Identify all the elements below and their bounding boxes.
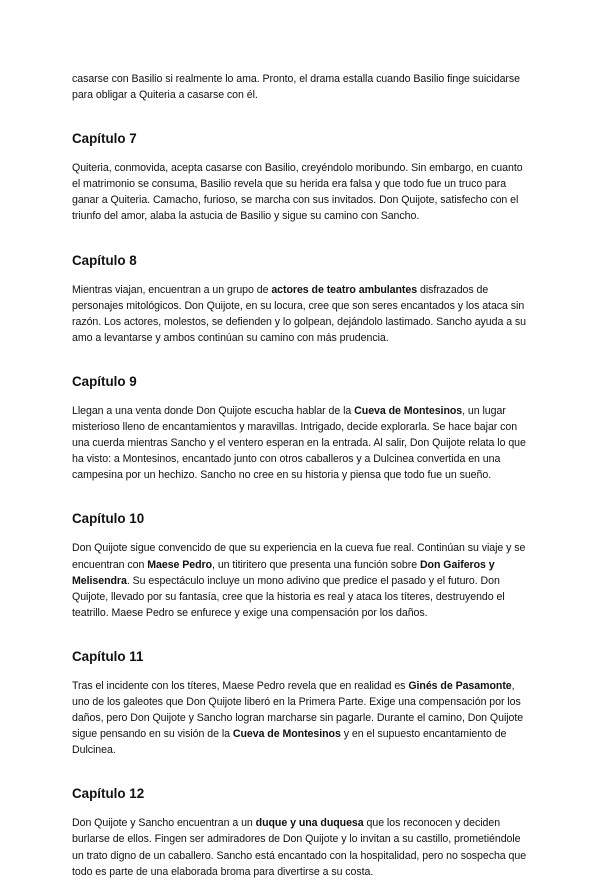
chapter-8-paragraph bbox=[72, 282, 528, 346]
text-segment: Mientras viajan, encuentran a un grupo de bbox=[72, 283, 272, 296]
text-segment: Don Quijote y Sancho encuentran a un bbox=[72, 817, 256, 830]
bold-term: duque y una duquesa bbox=[255, 817, 364, 830]
bold-term: Cueva de Montesinos bbox=[354, 404, 463, 417]
chapter-11-heading: Capítulo 11 bbox=[72, 648, 144, 664]
chapter-8-heading: Capítulo 8 bbox=[72, 252, 137, 268]
text-segment: , un lugar misterioso lleno de encantamientos y maravillas. Intrigado, decide explorarla. Se hace bajar con una cuerda mientras Sancho y el ventero esperan en la entrada. Al salir, Don Quijote relata lo que ha visto: a Montesinos, encantado junto con otros caballeros y a Dulcinea convertida en una campesina por un hechizo. Sancho no cree en su historia y piensa que todo fue un sueño. bbox=[72, 404, 526, 482]
text-segment: , un titiritero que presenta una función sobre bbox=[212, 558, 420, 571]
text-segment: . Su espectáculo incluye un mono adivino que predice el pasado y el futuro. Don Quijote, llevado por su fantasía, cree que la historia es real y ataca los títeres, destruyendo el teatrillo. Maese Pedro se enfurece y exige una compensación por los daños. bbox=[72, 574, 505, 619]
text-segment: y en el supuesto encantamiento de Dulcinea. bbox=[72, 728, 507, 757]
bold-term: Maese Pedro bbox=[147, 558, 213, 571]
chapter-7-paragraph bbox=[72, 160, 528, 224]
text-segment: Don Quijote sigue convencido de que su experiencia en la cueva fue real. Continúan su viaje y se encuentran con bbox=[72, 542, 526, 571]
bold-term: Cueva de Montesinos bbox=[232, 728, 341, 741]
bold-term: Don Gaiferos y Melisendra bbox=[72, 558, 495, 587]
chapter-10-heading: Capítulo 10 bbox=[72, 511, 145, 527]
chapter-9-paragraph bbox=[72, 403, 528, 483]
chapter-12-heading: Capítulo 12 bbox=[72, 786, 145, 802]
chapter-7-heading: Capítulo 7 bbox=[72, 131, 137, 147]
intro-paragraph: casarse con Basilio si realmente lo ama. Pronto, el drama estalla cuando Basilio finge suicidarse para obligar a Quiteria a casarse con él. bbox=[72, 73, 520, 102]
text-segment: Llegan a una venta donde Don Quijote escucha hablar de la bbox=[72, 404, 355, 417]
bold-term: actores de teatro ambulantes bbox=[271, 283, 418, 296]
chapter-9-heading: Capítulo 9 bbox=[72, 373, 137, 389]
text-segment: que los reconocen y deciden burlarse de ellos. Fingen ser admiradores de Don Quijote y lo invitan a su castillo, prometiéndole un trato digno de un caballero. Sancho está encantado con la hospitalidad, pero no sospecha que todo es parte de una elaborada broma para divertirse a su costa. bbox=[72, 817, 527, 878]
text-segment: , uno de los galeotes que Don Quijote liberó en la Primera Parte. Exige una compensación por los daños, pero Don Quijote y Sancho logran marcharse sin pagarle. Durante el camino, Don Quijote sigue pensando en su visión de la bbox=[72, 679, 524, 741]
bold-term: Ginés de Pasamonte bbox=[408, 679, 512, 692]
chapter-11-paragraph bbox=[72, 678, 528, 758]
document-page bbox=[72, 71, 528, 880]
text-segment: Tras el incidente con los títeres, Maese Pedro revela que en realidad es bbox=[72, 679, 409, 692]
text-segment: Quiteria, conmovida, acepta casarse con Basilio, creyéndolo moribundo. Sin embargo, en cuanto el matrimonio se consuma, Basilio revela que su herida era falsa y que todo fue un truco para ganar a Quiteria. Camacho, furioso, se marcha con sus invitados. Don Quijote, satisfecho con el triunfo del amor, alaba la astucia de Basilio y sigue su camino con Sancho. bbox=[72, 162, 523, 223]
chapter-10-paragraph bbox=[72, 540, 528, 620]
text-segment: disfrazados de personajes mitológicos. Don Quijote, en su locura, cree que son seres encantados y los ataca sin razón. Los actores, molestos, se defienden y lo golpean, dejándolo lastimado. Sancho ayuda a su amo a levantarse y ambos continúan su camino con más prudencia. bbox=[72, 283, 527, 344]
